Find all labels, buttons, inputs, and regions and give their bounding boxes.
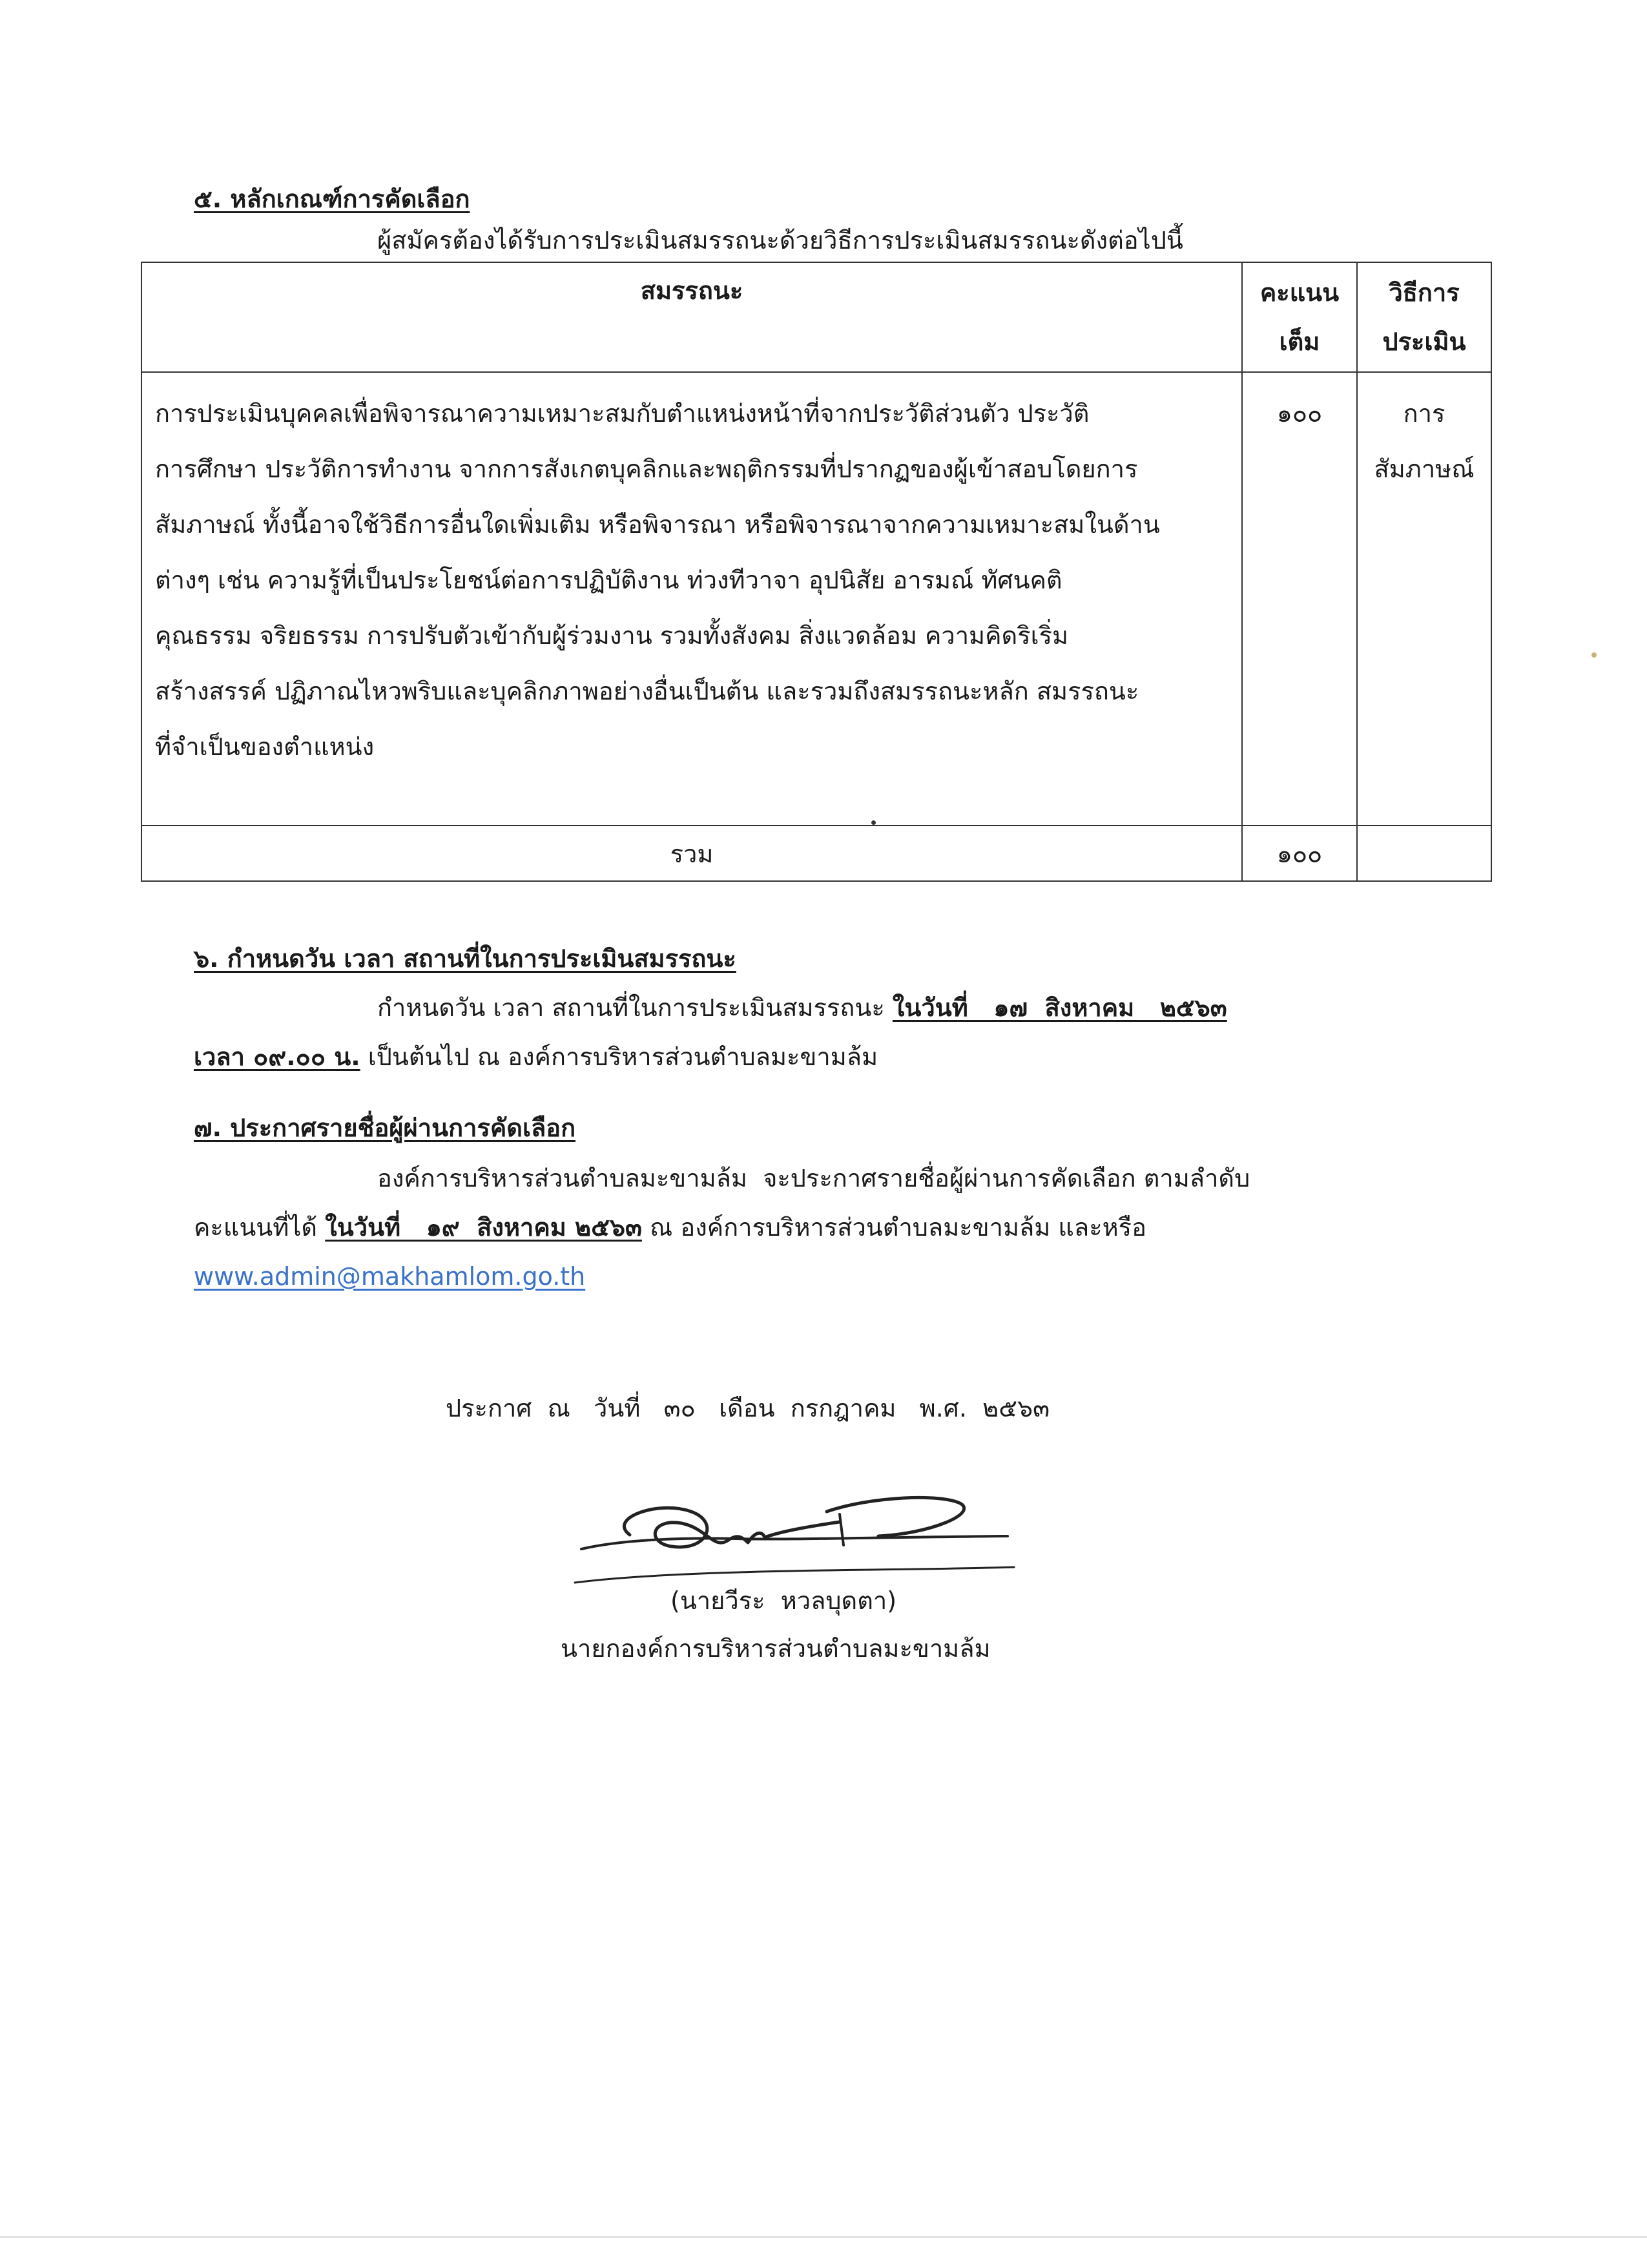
description-line: การศึกษา ประวัติการทำงาน จากการสังเกตบุคลิกและพฤติกรรมที่ปรากฏของผู้เข้าสอบโดยการ <box>155 455 1138 483</box>
section6-line2 <box>194 1043 878 1072</box>
table-row <box>141 372 1491 826</box>
section7-line2 <box>194 1213 1146 1243</box>
section5-heading: ๕. หลักเกณฑ์การคัดเลือก <box>194 185 470 213</box>
score-value: ๑๐๐ <box>1276 399 1323 428</box>
total-score-cell <box>1242 826 1357 881</box>
header-score-line2: เต็ม <box>1279 328 1320 356</box>
header-method-line1: วิธีการ <box>1389 278 1460 307</box>
stray-dot <box>871 820 876 825</box>
description-line: สัมภาษณ์ ทั้งนี้อาจใช้วิธีการอื่นใดเพิ่มเติม หรือพิจารณา หรือพิจารณาจากความเหมาะสมในด้าน <box>155 510 1160 539</box>
section6-time: เวลา ๐๙.๐๐ น. <box>194 1043 360 1071</box>
section6-line1 <box>377 994 1227 1023</box>
section6-location: เป็นต้นไป ณ องค์การบริหารส่วนตำบลมะขามล้ม <box>368 1043 878 1071</box>
header-method <box>1357 262 1491 372</box>
section7-line2-rest: ณ องค์การบริหารส่วนตำบลมะขามล้ม และหรือ <box>650 1213 1146 1242</box>
section6-line1-prefix: กำหนดวัน เวลา สถานที่ในการประเมินสมรรถนะ <box>377 994 885 1022</box>
total-label: รวม <box>670 839 714 868</box>
total-label-cell <box>141 826 1242 881</box>
description-line: คุณธรรม จริยธรรม การปรับตัวเข้ากับผู้ร่วมงาน รวมทั้งสังคม สิ่งแวดล้อม ความคิดริเริ่ม <box>155 621 1069 650</box>
description-line: ที่จำเป็นของตำแหน่ง <box>155 733 375 761</box>
section5-intro: ผู้สมัครต้องได้รับการประเมินสมรรถนะด้วยวิธีการประเมินสมรรถนะดังต่อไปนี้ <box>377 226 1183 255</box>
table-header-row <box>141 262 1491 372</box>
competency-description <box>141 372 1242 826</box>
section6-date: ในวันที่ ๑๗ สิงหาคม ๒๕๖๓ <box>892 994 1227 1022</box>
section7-date: ในวันที่ ๑๙ สิงหาคม ๒๕๖๓ <box>325 1213 642 1242</box>
website-link-wrap <box>194 1262 585 1292</box>
header-score-line1: คะแนน <box>1259 278 1340 307</box>
table-total-row <box>141 826 1491 881</box>
header-score <box>1242 262 1357 372</box>
signatory-name: (นายวีระ หวลบุดตา) <box>670 1587 897 1615</box>
description-line: การประเมินบุคคลเพื่อพิจารณาความเหมาะสมกับตำแหน่งหน้าที่จากประวัติส่วนตัว ประวัติ <box>155 399 1090 428</box>
signatory-title: นายกองค์การบริหารส่วนตำบลมะขามล้ม <box>561 1634 991 1663</box>
score-cell <box>1242 372 1357 826</box>
method-line2: สัมภาษณ์ <box>1374 455 1475 483</box>
section7-line2-prefix: คะแนนที่ได้ <box>194 1213 318 1242</box>
section6-heading: ๖. กำหนดวัน เวลา สถานที่ในการประเมินสมรรถนะ <box>194 944 736 973</box>
header-competency-label: สมรรถนะ <box>640 276 743 305</box>
section7-heading: ๗. ประกาศรายชื่อผู้ผ่านการคัดเลือก <box>194 1114 576 1142</box>
method-cell <box>1357 372 1491 826</box>
stray-mark <box>1591 652 1597 658</box>
description-line: สร้างสรรค์ ปฏิภาณไหวพริบและบุคลิกภาพอย่างอื่นเป็นต้น และรวมถึงสมรรถนะหลัก สมรรถนะ <box>155 677 1139 705</box>
announcement-date: ประกาศ ณ วันที่ ๓๐ เดือน กรกฎาคม พ.ศ. ๒๕๖๓ <box>446 1394 1050 1422</box>
website-link[interactable]: www.admin@makhamlom.go.th <box>194 1262 586 1291</box>
scan-edge-line <box>0 2236 1647 2238</box>
description-line: ต่างๆ เช่น ความรู้ที่เป็นประโยชน์ต่อการปฏิบัติงาน ท่วงทีวาจา อุปนิสัย อารมณ์ ทัศนคติ <box>155 566 1062 594</box>
total-method-cell <box>1357 826 1491 881</box>
total-score: ๑๐๐ <box>1276 839 1323 868</box>
method-line1: การ <box>1403 399 1445 428</box>
section7-line1: องค์การบริหารส่วนตำบลมะขามล้ม จะประกาศรายชื่อผู้ผ่านการคัดเลือก ตามลำดับ <box>377 1164 1250 1192</box>
criteria-table <box>141 262 1492 882</box>
header-competency <box>141 262 1242 372</box>
header-method-line2: ประเมิน <box>1382 328 1466 356</box>
signature-icon <box>568 1486 1020 1602</box>
